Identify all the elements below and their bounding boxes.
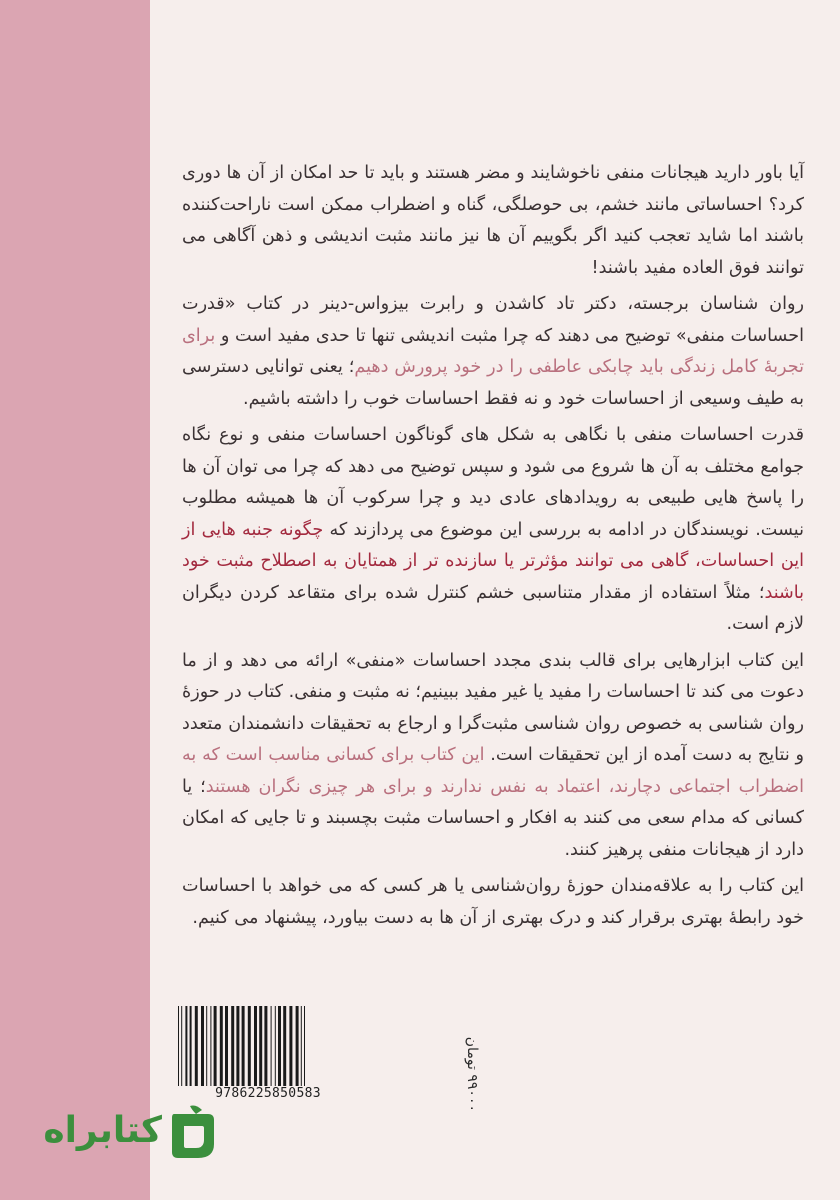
- barcode-bar: [181, 1006, 182, 1086]
- barcode-bar: [210, 1006, 211, 1086]
- barcode-bar: [201, 1006, 204, 1086]
- barcode-bar: [271, 1006, 272, 1086]
- barcode-bar: [289, 1006, 292, 1086]
- barcode-bar: [214, 1006, 217, 1086]
- barcode-bar: [190, 1006, 192, 1086]
- barcode-bar: [254, 1006, 257, 1086]
- highlighted-text: این کتاب برای کسانی مناسب است که به اضطراب اجتماعی دچارند، اعتماد به نفس ندارند و برای هر چیزی نگران هستند: [182, 745, 804, 797]
- barcode-bar: [185, 1006, 187, 1086]
- barcode-bar: [231, 1006, 234, 1086]
- barcode-bar: [278, 1006, 281, 1086]
- isbn-number: 9786225850583: [215, 1086, 321, 1101]
- paragraph-text: ؛ یعنی توانایی دسترسی به طیف وسیعی از احساسات خود و نه فقط احساسات خوب را داشته باشیم.: [182, 357, 804, 409]
- barcode-bar: [220, 1006, 223, 1086]
- paragraph-text: ؛ یا کسانی که مدام سعی می کنند به افکار و احساسات مثبت بچسبند و تا جایی که امکان دارد از هیجانات منفی پرهیز کنند.: [182, 776, 804, 860]
- barcode-bar: [195, 1006, 198, 1086]
- barcode-bar: [242, 1006, 245, 1086]
- barcode-bar: [275, 1006, 276, 1086]
- barcode-bar: [304, 1006, 305, 1086]
- blurb-paragraph: [182, 158, 804, 284]
- highlighted-text: برای تجربهٔ کامل زندگی باید چابکی عاطفی را در خود پرورش دهیم: [182, 325, 805, 377]
- barcode-area: [176, 1006, 366, 1106]
- publisher-logo: [42, 1104, 218, 1164]
- barcode-bar: [283, 1006, 286, 1086]
- cover-spine-strip: [0, 0, 150, 1200]
- barcode-bar: [206, 1006, 207, 1086]
- blurb-paragraph: [182, 646, 804, 867]
- barcode-bar: [225, 1006, 228, 1086]
- blurb-paragraph: [182, 871, 804, 934]
- paragraph-text: این کتاب را به علاقه‌مندان حوزهٔ روان‌شناسی یا هر کسی که می خواهد با احساسات خود رابطهٔ بهتری برقرار کند و درک بهتری از آن ها به دست بیاورد، پیشنهاد می کنیم.: [182, 876, 804, 928]
- paragraph-text: قدرت احساسات منفی با نگاهی به شکل های گوناگون احساسات منفی و نوع نگاه جوامع مختلف به آن ها شروع می شود و سپس توضیح می دهد که چرا می توان آن ها را پاسخ هایی طبیعی به رویدادهای عادی دید و چرا سرکوب آن ها همیشه مطلوب نیست. نویسندگان در ادامه به بررسی این موضوع می پردازند که: [182, 425, 804, 540]
- publisher-logo-text: کتابراه: [43, 1110, 162, 1151]
- blurb-paragraph: [182, 420, 804, 641]
- blurb-text: [182, 158, 804, 939]
- price-label: ۹۹۰۰۰ تومان: [464, 1036, 480, 1112]
- blurb-paragraph: [182, 289, 804, 415]
- barcode-bar: [301, 1006, 302, 1086]
- barcode-bar: [248, 1006, 251, 1086]
- barcode-bar: [178, 1006, 179, 1086]
- highlighted-text: چگونه جنبه هایی از این احساسات، گاهی می توانند مؤثرتر یا سازنده تر از همتایان به اصطلاح مثبت خود باشند: [182, 519, 804, 603]
- barcode-bar: [264, 1006, 267, 1086]
- paragraph-text: ؛ مثلاً استفاده از مقدار متناسبی خشم کنترل شده برای متقاعد کردن دیگران لازم است.: [182, 582, 804, 634]
- paragraph-text: آیا باور دارید هیجانات منفی ناخوشایند و مضر هستند و باید تا حد امکان از آن ها دوری کرد؟ احساساتی مانند خشم، بی حوصلگی، گناه و اضطراب ممکن است ناراحت‌کننده باشند اما شاید تعجب کنید اگر بگوییم آن ها نیز مانند مثبت اندیشی و ذهن آگاهی می توانند فوق العاده مفید باشند!: [182, 163, 804, 278]
- barcode-bar: [259, 1006, 262, 1086]
- barcode-image: [176, 1006, 352, 1086]
- barcode-bar: [296, 1006, 299, 1086]
- paragraph-text: روان شناسان برجسته، دکتر تاد کاشدن و رابرت بیزواس-دینر در کتاب «قدرت احساسات منفی» توضیح می دهند که چرا مثبت اندیشی تنها تا حدی مفید است و: [182, 294, 804, 346]
- paragraph-text: این کتاب ابزارهایی برای قالب بندی مجدد احساسات «منفی» ارائه می دهد و از ما دعوت می کند تا احساسات را مفید یا غیر مفید ببینیم؛ نه مثبت و منفی. کتاب در حوزهٔ روان شناسی به خصوص روان شناسی مثبت‌گرا و ارجاع به تحقیقات دانشمندان متعدد و نتایج به دست آمده از این تحقیقات است.: [182, 650, 804, 765]
- barcode-bar: [236, 1006, 239, 1086]
- publisher-mark-icon: [168, 1104, 216, 1160]
